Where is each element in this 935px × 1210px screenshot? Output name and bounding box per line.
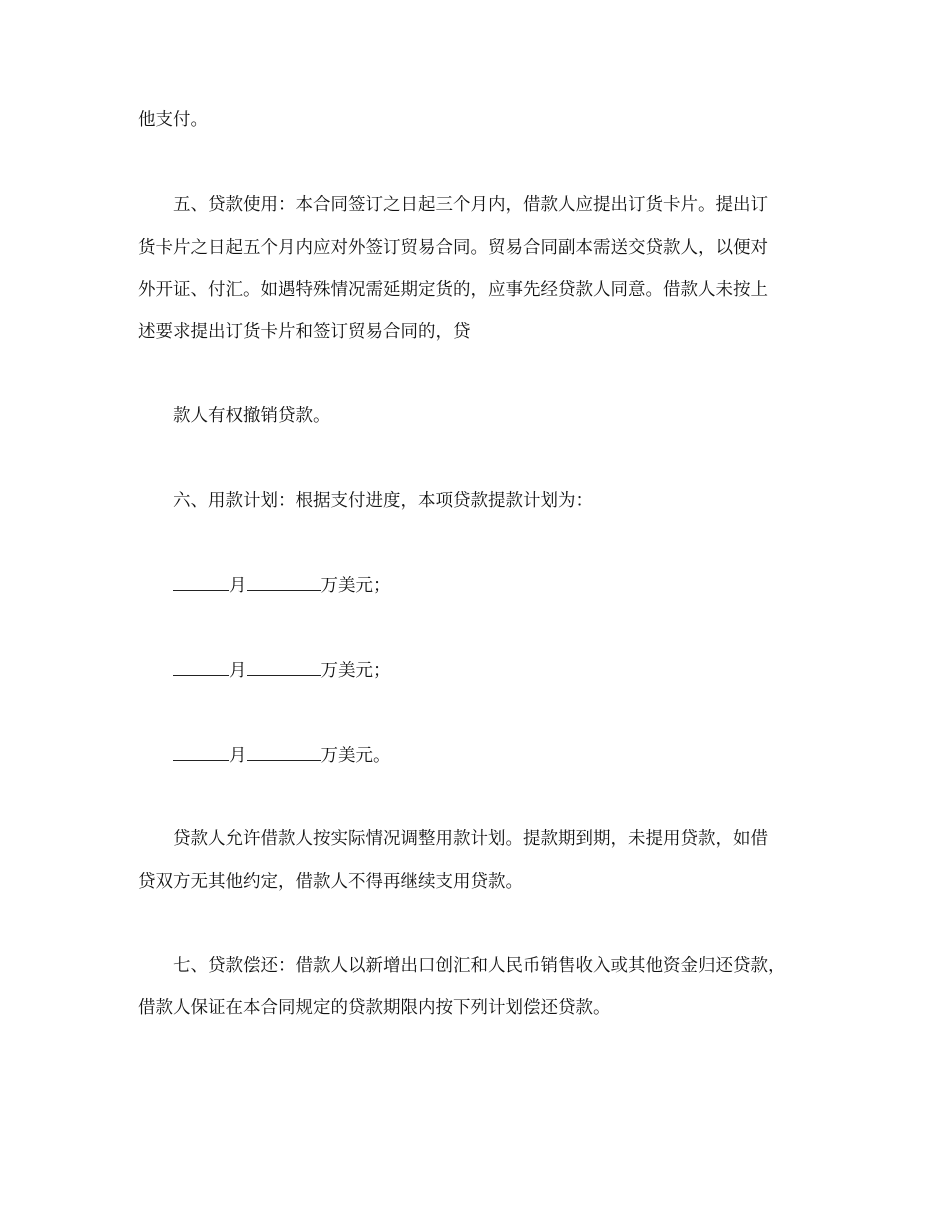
clause-5-line-3: 外开证、付汇。如遇特殊情况需延期定货的，应事先经贷款人同意。借款人未按上 — [138, 280, 768, 300]
clause-5-line-2: 货卡片之日起五个月内应对外签订贸易合同。贸易合同副本需送交贷款人，以便对 — [138, 238, 768, 258]
month-blank[interactable] — [173, 573, 229, 591]
clause-6-adjustment-line-1: 贷款人允许借款人按实际情况调整用款计划。提款期到期，未提用贷款，如借 — [173, 829, 768, 849]
month-blank[interactable] — [173, 658, 229, 676]
paragraph-tail: 他支付。 — [138, 110, 208, 130]
plan-row — [173, 658, 391, 683]
clause-5-line-1: 五、贷款使用：本合同签订之日起三个月内，借款人应提出订货卡片。提出订 — [173, 195, 768, 215]
clause-5-line-4: 述要求提出订货卡片和签订贸易合同的，贷 — [138, 322, 471, 342]
amount-blank[interactable] — [247, 743, 321, 761]
amount-label: 万美元。 — [320, 746, 391, 766]
clause-7-line-1: 七、贷款偿还：借款人以新增出口创汇和人民币销售收入或其他资金归还贷款， — [173, 956, 786, 976]
plan-row — [173, 573, 391, 598]
clause-6-adjustment-line-2: 贷双方无其他约定，借款人不得再继续支用贷款。 — [138, 872, 523, 892]
amount-blank[interactable] — [247, 573, 321, 591]
amount-label: 万美元； — [320, 661, 391, 681]
clause-7-line-2: 借款人保证在本合同规定的贷款期限内按下列计划偿还贷款。 — [138, 998, 611, 1018]
clause-6-heading: 六、用款计划：根据支付进度，本项贷款提款计划为： — [173, 491, 593, 511]
month-label: 月 — [229, 661, 247, 681]
month-label: 月 — [229, 576, 247, 596]
clause-5-continuation: 款人有权撤销贷款。 — [173, 406, 331, 426]
month-blank[interactable] — [173, 743, 229, 761]
plan-row — [173, 743, 391, 768]
month-label: 月 — [229, 746, 247, 766]
amount-label: 万美元； — [320, 576, 391, 596]
amount-blank[interactable] — [247, 658, 321, 676]
